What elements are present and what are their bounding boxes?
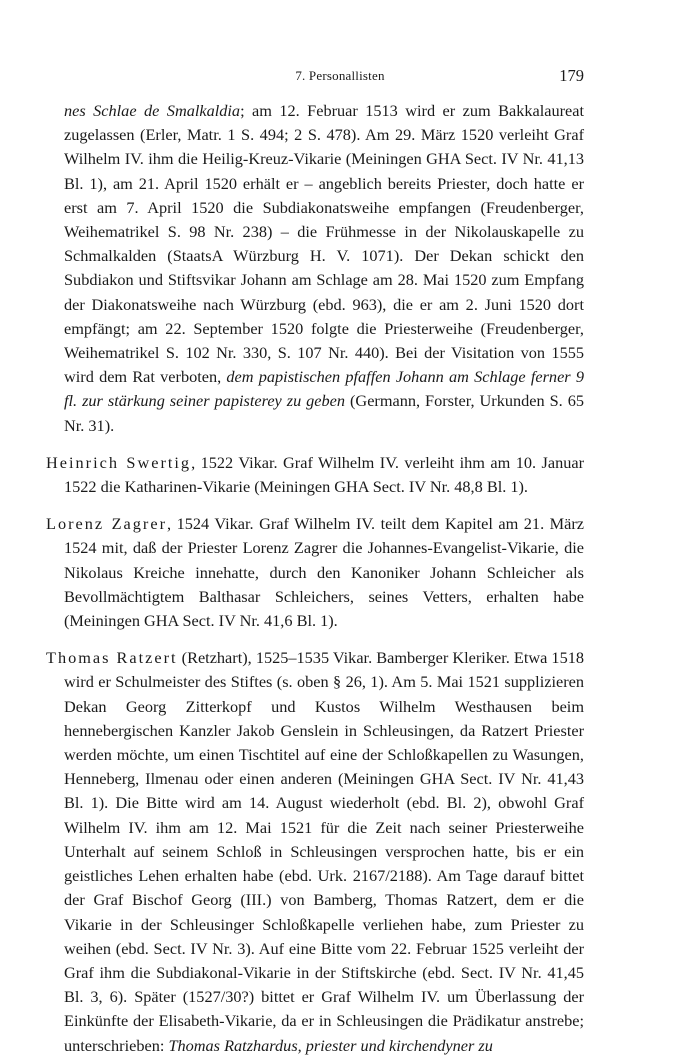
entry-lorenz-zagrer — [46, 512, 584, 633]
italic-phrase: nes Schlae de Smalkaldia — [64, 101, 241, 120]
running-title: 7. Personallisten — [295, 68, 385, 83]
continuation-paragraph — [64, 99, 584, 438]
body-text — [46, 99, 584, 1058]
entry-name: Lorenz Zagrer — [46, 514, 167, 534]
entry-name: Heinrich Swertig — [46, 452, 192, 472]
paragraph-text: ; am 12. Februar 1513 wird er zum Bakkalaureat zugelassen (Erler, Matr. 1 S. 494; 2 S. 478). Am 29. März 1520 verleiht Graf Wilhelm IV. ihm die Heilig-Kreuz-Vikarie (Meiningen GHA Sect. IV Nr. 41,13 Bl. 1), am 21. April 1520 erhält er – angeblich bereits Priester, doch hatte er erst am 7. April 1520 die Subdiakonatsweihe empfangen (Freudenberger, Weihematrikel S. 98 Nr. 238) – die Frühmesse in der Nikolauskapelle zu Schmalkalden (StaatsA Würzburg H. V. 1071). Der Dekan schickt den Subdiakon und Stiftsvikar Johann am Schlage am 28. Mai 1520 zum Empfang der Diakonatsweihe nach Würzburg (ebd. 963), die er am 2. Juni 1520 dort empfängt; am 22. September 1520 folgte die Priesterweihe (Freudenberger, Weihematrikel S. 102 Nr. 330, S. 107 Nr. 440). Bei der Visitation von 1555 wird dem Rat verboten, — [64, 101, 584, 387]
entry-thomas-ratzert — [46, 646, 584, 1057]
entry-text: (Retzhart), 1525–1535 Vikar. Bamberger Kleriker. Etwa 1518 wird er Schulmeister des Stiftes (s. oben § 26, 1). Am 5. Mai 1521 supplizieren Dekan Georg Zitterkopf und Kustos Wilhelm Westhausen beim hennebergischen Kanzler Jakob Genslein in Schleusingen, da Ratzert Priester werden möchte, um einen Tischtitel auf eine der Schloßkapellen zu Wasungen, Henneberg, Ilmenau oder einen anderen (Meiningen GHA Sect. IV Nr. 41,43 Bl. 1). Die Bitte wird am 14. August wiederholt (ebd. Bl. 2), obwohl Graf Wilhelm IV. ihm am 12. Mai 1521 für die Zeit nach seiner Priesterweihe Unterhalt auf seinem Schloß in Schleusingen versprochen hatte, bis er ein geistliches Lehen erhalten habe (ebd. Urk. 2167/2188). Am Tage darauf bittet der Graf Bischof Georg (III.) von Bamberg, Thomas Ratzert, dem er die Vikarie in der Schleusinger Schloßkapelle verliehen habe, zum Priester zu weihen (ebd. Sect. IV Nr. 3). Auf eine Bitte vom 22. Februar 1525 verleiht der Graf ihm die Subdiakonal-Vikarie in der Stiftskirche (ebd. Sect. IV Nr. 41,45 Bl. 3, 6). Später (1527/30?) bittet er Graf Wilhelm IV. um Überlassung der Einkünfte der Elisabeth-Vikarie, da er in Schleusingen die Prädikatur anstrebe; unterschrieben: — [64, 648, 584, 1055]
italic-quote: dem papistischen pfaffen Johann am Schlage ferner 9 fl. zur stärkung seiner papisterey zu geben — [64, 367, 585, 411]
italic-signature: Thomas Ratzhardus, priester und kirchendyner zu — [168, 1035, 493, 1055]
page-number: 179 — [559, 66, 584, 85]
entry-heinrich-swertig — [46, 451, 584, 499]
entry-text: , 1524 Vikar. Graf Wilhelm IV. teilt dem Kapitel am 21. März 1524 mit, daß der Priester Lorenz Zagrer die Johannes-Evangelist-Vikarie, die Nikolaus Kreiche innehatte, durch den Kanoniker Johann Schleicher als Bevollmächtigtem Balthasar Schleichers, seines Vetters, erhalten habe (Meiningen GHA Sect. IV Nr. 41,6 Bl. 1). — [64, 514, 584, 631]
running-head — [96, 66, 584, 88]
entry-text: , 1522 Vikar. Graf Wilhelm IV. verleiht ihm am 10. Januar 1522 die Katharinen-Vikarie (Meiningen GHA Sect. IV Nr. 48,8 Bl. 1). — [64, 452, 585, 497]
paragraph-text: (Germann, Forster, Urkunden S. 65 Nr. 31). — [64, 391, 584, 435]
entry-name: Thomas Ratzert — [46, 648, 178, 668]
